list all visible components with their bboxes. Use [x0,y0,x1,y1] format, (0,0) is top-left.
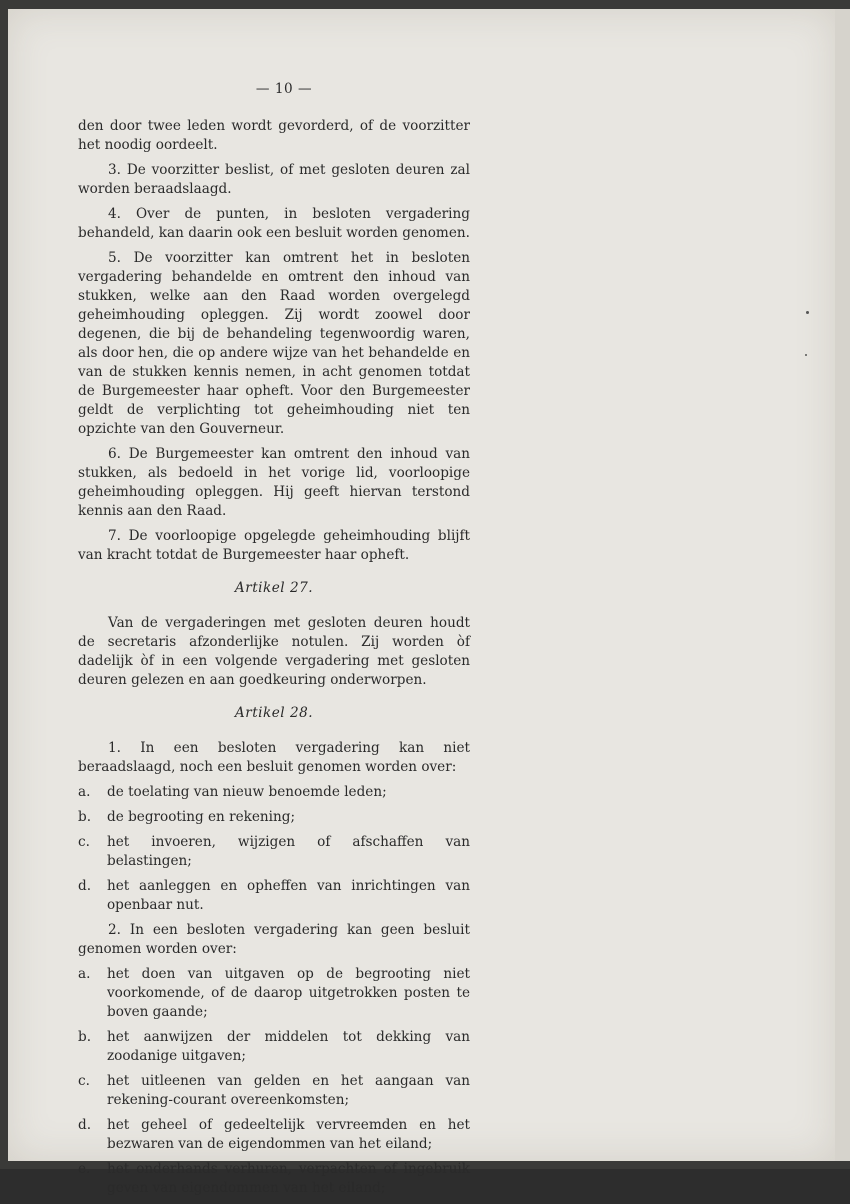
paper-speck [805,354,807,356]
list-marker: b. [78,809,92,825]
list-item [78,833,470,871]
list-marker: d. [78,1117,92,1133]
list-item [78,1028,470,1066]
list-text: het uitleenen van gelden en het aangaan van rekening-courant overeenkomsten; [107,1073,470,1108]
list-text: het aanleggen en opheffen van inrichtingen van openbaar nut. [107,878,470,913]
list-marker: c. [78,834,90,850]
page-number: — 10 — [255,81,313,97]
list-text: het doen van uitgaven op de begrooting niet voorkomende, of de daarop uitgetrokken posten te boven gaande; [107,966,470,1020]
article-26-continuation [78,117,470,565]
paragraph: 6. De Burgemeester kan omtrent den inhoud van stukken, als bedoeld in het vorige lid, voorloopige geheimhouding opleggen. Hij geeft hiervan terstond kennis aan den Raad. [78,446,470,519]
list-marker: a. [78,784,91,800]
list-marker: a. [78,966,91,982]
list-item [78,965,470,1022]
paragraph: 5. De voorzitter kan omtrent het in besloten vergadering behandelde en omtrent den inhoud van stukken, welke aan den Raad worden overgelegd geheimhouding opleggen. Zij wordt zoowel door degenen, die bij de behandeling tegenwoordig waren, als door hen, die op andere wijze van het behandelde en van de stukken kennis nemen, in acht genomen totdat de Burgemeester haar opheft. Voor den Burgemeester geldt de verplichting tot geheimhouding niet ten opzichte van den Gouverneur. [78,250,470,437]
list-marker: d. [78,878,92,894]
list-item [78,877,470,915]
page-edge [835,9,850,1161]
list-marker: c. [78,1073,90,1089]
paragraph: 4. Over de punten, in besloten vergadering behandeld, kan daarin ook een besluit worden genomen. [78,206,470,241]
paragraph: 3. De voorzitter beslist, of met gesloten deuren zal worden beraadslaagd. [78,162,470,197]
document-body [78,80,470,1204]
list-item [78,1160,470,1198]
list-text: de begrooting en rekening; [107,809,296,825]
paper-speck [806,311,809,314]
article-27-heading: Artikel 27. [234,580,314,596]
list-item [78,808,470,827]
list-marker: b. [78,1029,92,1045]
article-28-heading: Artikel 28. [234,705,314,721]
article-28-part1-intro: 1. In een besloten vergadering kan niet beraadslaagd, noch een besluit genomen worden over: [78,740,470,775]
list-item [78,1116,470,1154]
article-28-part2-intro: 2. In een besloten vergadering kan geen besluit genomen worden over: [78,922,470,957]
list-text: het onderhands verhuren, verpachten of ingebruik geven van eigendommen van het eiland; [107,1161,470,1196]
article-28-part2-list [78,965,470,1198]
list-text: het geheel of gedeeltelijk vervreemden en het bezwaren van de eigendommen van het eiland; [107,1117,470,1152]
list-marker: e. [78,1161,91,1177]
list-item [78,783,470,802]
list-text: het aanwijzen der middelen tot dekking van zoodanige uitgaven; [107,1029,470,1064]
paragraph: den door twee leden wordt gevorderd, of de voorzitter het noodig oordeelt. [78,118,470,153]
article-27-text: Van de vergaderingen met gesloten deuren houdt de secretaris afzonderlijke notulen. Zij worden òf dadelijk òf in een volgende vergadering met gesloten deuren gelezen en aan goedkeuring onderworpen. [78,615,470,688]
list-text: de toelating van nieuw benoemde leden; [107,784,387,800]
list-text: het invoeren, wijzigen of afschaffen van belastingen; [107,834,470,869]
paragraph: 7. De voorloopige opgelegde geheimhouding blijft van kracht totdat de Burgemeester haar opheft. [78,528,470,563]
list-item [78,1072,470,1110]
article-28-part1-list [78,783,470,915]
